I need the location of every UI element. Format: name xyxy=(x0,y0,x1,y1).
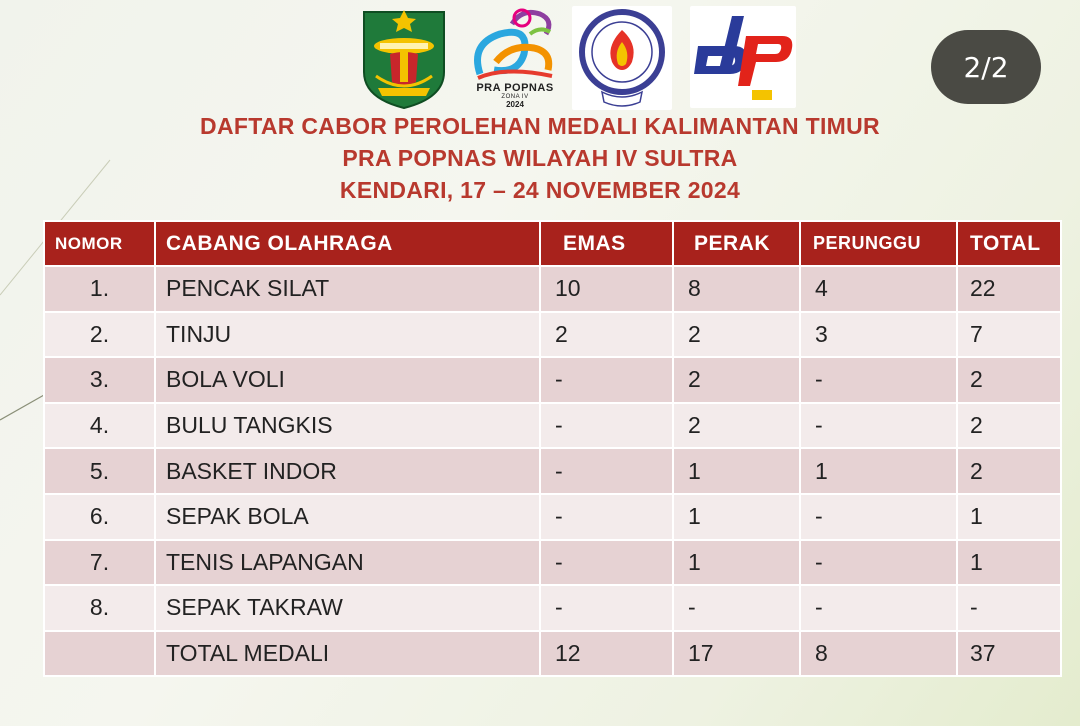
popnas-zone-text: ZONA IV xyxy=(501,94,529,100)
cell-perak: 2 xyxy=(673,312,800,358)
popnas-year-text: 2024 xyxy=(506,100,524,109)
cell-total: 2 xyxy=(957,357,1061,403)
cell-total: 1 xyxy=(957,494,1061,540)
cell-perunggu: - xyxy=(800,540,957,586)
cell-emas: 2 xyxy=(540,312,673,358)
cell-nomor: 5. xyxy=(44,448,155,494)
table-row xyxy=(44,266,1061,312)
table-total-row xyxy=(44,631,1061,677)
table-row xyxy=(44,448,1061,494)
event-date-location: KENDARI, 17 – 24 NOVEMBER 2024 xyxy=(339,177,741,203)
cell-perak: 2 xyxy=(673,403,800,449)
cell-total: 37 xyxy=(957,631,1061,677)
dp-logo xyxy=(690,6,796,108)
table-row xyxy=(44,357,1061,403)
pra-popnas-logo xyxy=(460,4,570,114)
cell-perunggu: 3 xyxy=(800,312,957,358)
cell-total: 2 xyxy=(957,448,1061,494)
cell-emas: - xyxy=(540,357,673,403)
cell-cabang: SEPAK BOLA xyxy=(155,494,540,540)
page-subtitle: PRA POPNAS WILAYAH IV SULTRA xyxy=(342,145,738,171)
cell-emas: 12 xyxy=(540,631,673,677)
cell-perunggu: 8 xyxy=(800,631,957,677)
header-cabang-olahraga: CABANG OLAHRAGA xyxy=(155,221,540,266)
cell-nomor: 1. xyxy=(44,266,155,312)
cell-cabang: TINJU xyxy=(155,312,540,358)
cell-nomor: 3. xyxy=(44,357,155,403)
table-row xyxy=(44,585,1061,631)
cell-nomor: 7. xyxy=(44,540,155,586)
cell-perunggu: 1 xyxy=(800,448,957,494)
cell-perak: 8 xyxy=(673,266,800,312)
cell-nomor: 4. xyxy=(44,403,155,449)
cell-total-label: TOTAL MEDALI xyxy=(155,631,540,677)
cell-cabang: BOLA VOLI xyxy=(155,357,540,403)
header-nomor: NOMOR xyxy=(44,221,155,266)
header-perunggu: PERUNGGU xyxy=(800,221,957,266)
cell-emas: - xyxy=(540,403,673,449)
popnas-title-text: PRA POPNAS xyxy=(476,82,554,94)
table-row xyxy=(44,403,1061,449)
cell-cabang: BULU TANGKIS xyxy=(155,403,540,449)
cell-cabang: TENIS LAPANGAN xyxy=(155,540,540,586)
cell-nomor: 6. xyxy=(44,494,155,540)
bapopsi-logo xyxy=(572,6,672,110)
cell-emas: - xyxy=(540,585,673,631)
cell-emas: - xyxy=(540,448,673,494)
popnas-swirl-icon xyxy=(460,4,570,84)
cell-nomor xyxy=(44,631,155,677)
cell-perunggu: - xyxy=(800,494,957,540)
cell-perak: 1 xyxy=(673,494,800,540)
header-perak: PERAK xyxy=(673,221,800,266)
cell-total: - xyxy=(957,585,1061,631)
cell-perak: 2 xyxy=(673,357,800,403)
kaltim-emblem-logo xyxy=(356,6,452,110)
cell-cabang: BASKET INDOR xyxy=(155,448,540,494)
cell-nomor: 8. xyxy=(44,585,155,631)
cell-perunggu: - xyxy=(800,585,957,631)
cell-perak: 1 xyxy=(673,540,800,586)
cell-total: 1 xyxy=(957,540,1061,586)
cell-perunggu: 4 xyxy=(800,266,957,312)
table-row xyxy=(44,540,1061,586)
cell-total: 22 xyxy=(957,266,1061,312)
page-indicator-badge[interactable]: 2/2 xyxy=(931,30,1041,104)
cell-perak: - xyxy=(673,585,800,631)
cell-emas: 10 xyxy=(540,266,673,312)
cell-total: 2 xyxy=(957,403,1061,449)
header-total: TOTAL xyxy=(957,221,1061,266)
logo-strip xyxy=(356,4,800,110)
cell-perunggu: - xyxy=(800,357,957,403)
cell-total: 7 xyxy=(957,312,1061,358)
header-emas: EMAS xyxy=(540,221,673,266)
cell-nomor: 2. xyxy=(44,312,155,358)
page-title: DAFTAR CABOR PEROLEHAN MEDALI KALIMANTAN TIMUR xyxy=(200,113,880,139)
cell-emas: - xyxy=(540,494,673,540)
cell-perak: 1 xyxy=(673,448,800,494)
table-header-row xyxy=(44,221,1061,266)
table-row xyxy=(44,494,1061,540)
cell-cabang: SEPAK TAKRAW xyxy=(155,585,540,631)
medal-table xyxy=(43,220,1062,677)
cell-perak: 17 xyxy=(673,631,800,677)
cell-cabang: PENCAK SILAT xyxy=(155,266,540,312)
cell-perunggu: - xyxy=(800,403,957,449)
table-row xyxy=(44,312,1061,358)
cell-emas: - xyxy=(540,540,673,586)
